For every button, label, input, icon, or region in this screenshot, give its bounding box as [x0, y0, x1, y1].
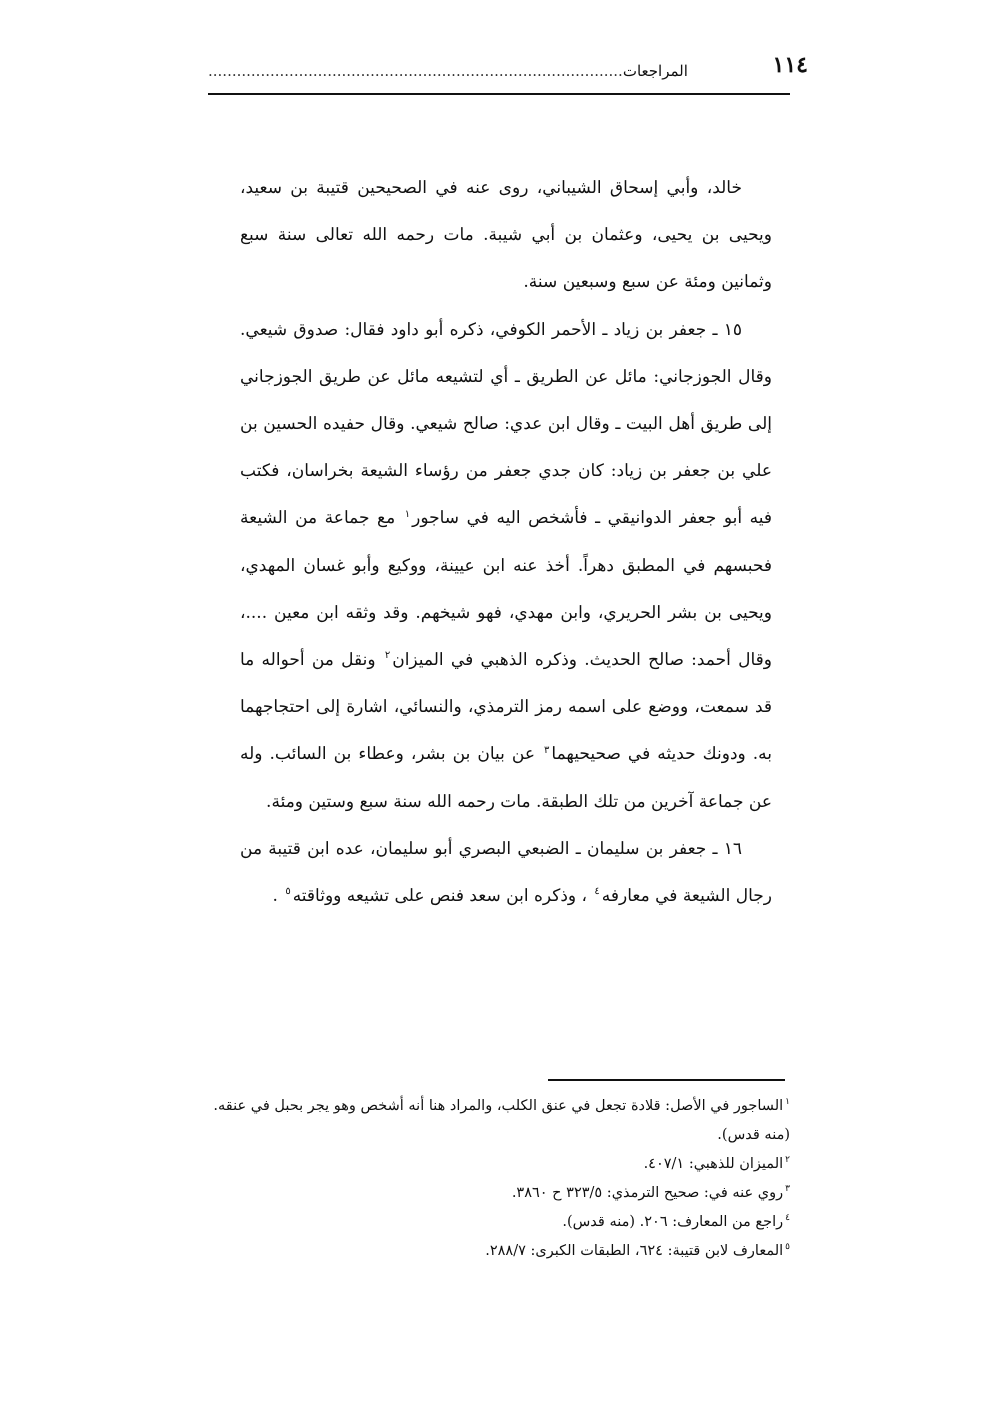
footnote-text: المعارف لابن قتيبة: ٦٢٤، الطبقات الكبرى: ٢٨٨/٧.: [485, 1243, 784, 1259]
paragraph-text: ١٥ ـ جعفر بن زياد ـ الأحمر الكوفي، ذكره أبو داود فقال: صدوق شيعي. وقال الجوزجاني: مائل عن الطريق ـ أي لتشيعه مائل عن طريق الجوزجاني إلى طريق أهل البيت ـ وقال ابن عدي: صالح شيعي. وقال حفيده الحسين بن علي بن جعفر بن زياد: كان جدي جعفر من رؤساء الشيعة بخراسان، فكتب فيه أبو جعفر الدوانيقي ـ فأشخص اليه في ساجور: [240, 319, 772, 529]
footnote-number: ٥: [785, 1242, 790, 1253]
paragraph-text: عن بيان بن بشر، وعطاء بن السائب. وله عن جماعة آخرين من تلك الطبقة. مات رحمه الله سنة سبع وستين ومئة.: [240, 744, 772, 812]
main-text: [240, 165, 772, 920]
footnote-rule: [548, 1079, 785, 1081]
footnote-5: [210, 1237, 790, 1266]
paragraph-text: ، وذكره ابن سعد فنص على تشيعه ووثاقته: [292, 886, 593, 907]
footnote-number: ٢: [785, 1155, 790, 1166]
page-header: [208, 52, 808, 92]
footnote-text: الساجور في الأصل: قلادة تجعل في عنق الكلب، والمراد هنا أنه أشخص وهو يجر بحبل في عنقه. (منه قدس).: [213, 1098, 790, 1143]
footnote-2: [210, 1150, 790, 1179]
footnote-marker-4[interactable]: ٤: [594, 886, 600, 898]
footnote-text: روي عنه في: صحيح الترمذي: ٣٢٣/٥ ح ٣٨٦٠.: [511, 1185, 784, 1201]
paragraph-text: خالد، وأبي إسحاق الشيباني، روى عنه في الصحيحين قتيبة بن سعيد، ويحيى بن يحيى، وعثمان بن أبي شيبة. مات رحمه الله تعالى سنة سبع وثمانين ومئة عن سبع وسبعين سنة.: [240, 178, 772, 293]
footnote-marker-3[interactable]: ٣: [544, 744, 550, 756]
paragraph-entry-16: [240, 826, 772, 920]
leader-dots: .......................................................................................: [208, 62, 623, 80]
footnote-4: [210, 1208, 790, 1237]
paragraph-entry-15: [240, 307, 772, 826]
paragraph-text: مع جماعة من الشيعة فحبسهم في المطبق دهراً. أخذ عنه ابن عيينة، ووكيع وأبو غسان المهدي، ويحيى بن بشر الحريري، وابن مهدي، فهو شيخهم. وقد وثقه ابن معين ....، وقال أحمد: صالح الحديث. وذكره الذهبي في الميزان: [240, 508, 772, 671]
footnote-text: الميزان للذهبي: ٤٠٧/١.: [643, 1156, 784, 1172]
footnote-marker-5[interactable]: ٥: [285, 886, 291, 898]
running-head: [208, 62, 748, 80]
running-title: المراجعات: [622, 62, 688, 80]
footnote-1: [210, 1092, 790, 1150]
footnote-marker-2[interactable]: ٢: [384, 650, 391, 662]
footnotes: [210, 1092, 790, 1266]
header-rule: [208, 93, 790, 95]
footnote-text: راجع من المعارف: ٢٠٦. (منه قدس).: [562, 1214, 784, 1230]
page-number: ١١٤: [772, 52, 808, 78]
footnote-3: [210, 1179, 790, 1208]
footnote-number: ١: [785, 1097, 790, 1108]
footnote-marker-1[interactable]: ١: [404, 508, 411, 520]
paragraph-text: ونقل من أحواله ما قد سمعت، ووضع على اسمه رمز الترمذي، والنسائي، اشارة إلى احتجاجهما به. ودونك حديثه في صحيحيهما: [240, 650, 772, 765]
paragraph-1: [240, 165, 772, 307]
footnote-number: ٤: [785, 1213, 790, 1224]
footnote-number: ٣: [785, 1184, 790, 1195]
paragraph-text: .: [272, 886, 284, 907]
paragraph-text: ١٦ ـ جعفر بن سليمان ـ الضبعي البصري أبو سليمان، عده ابن قتيبة من رجال الشيعة في معارفه: [240, 838, 772, 907]
